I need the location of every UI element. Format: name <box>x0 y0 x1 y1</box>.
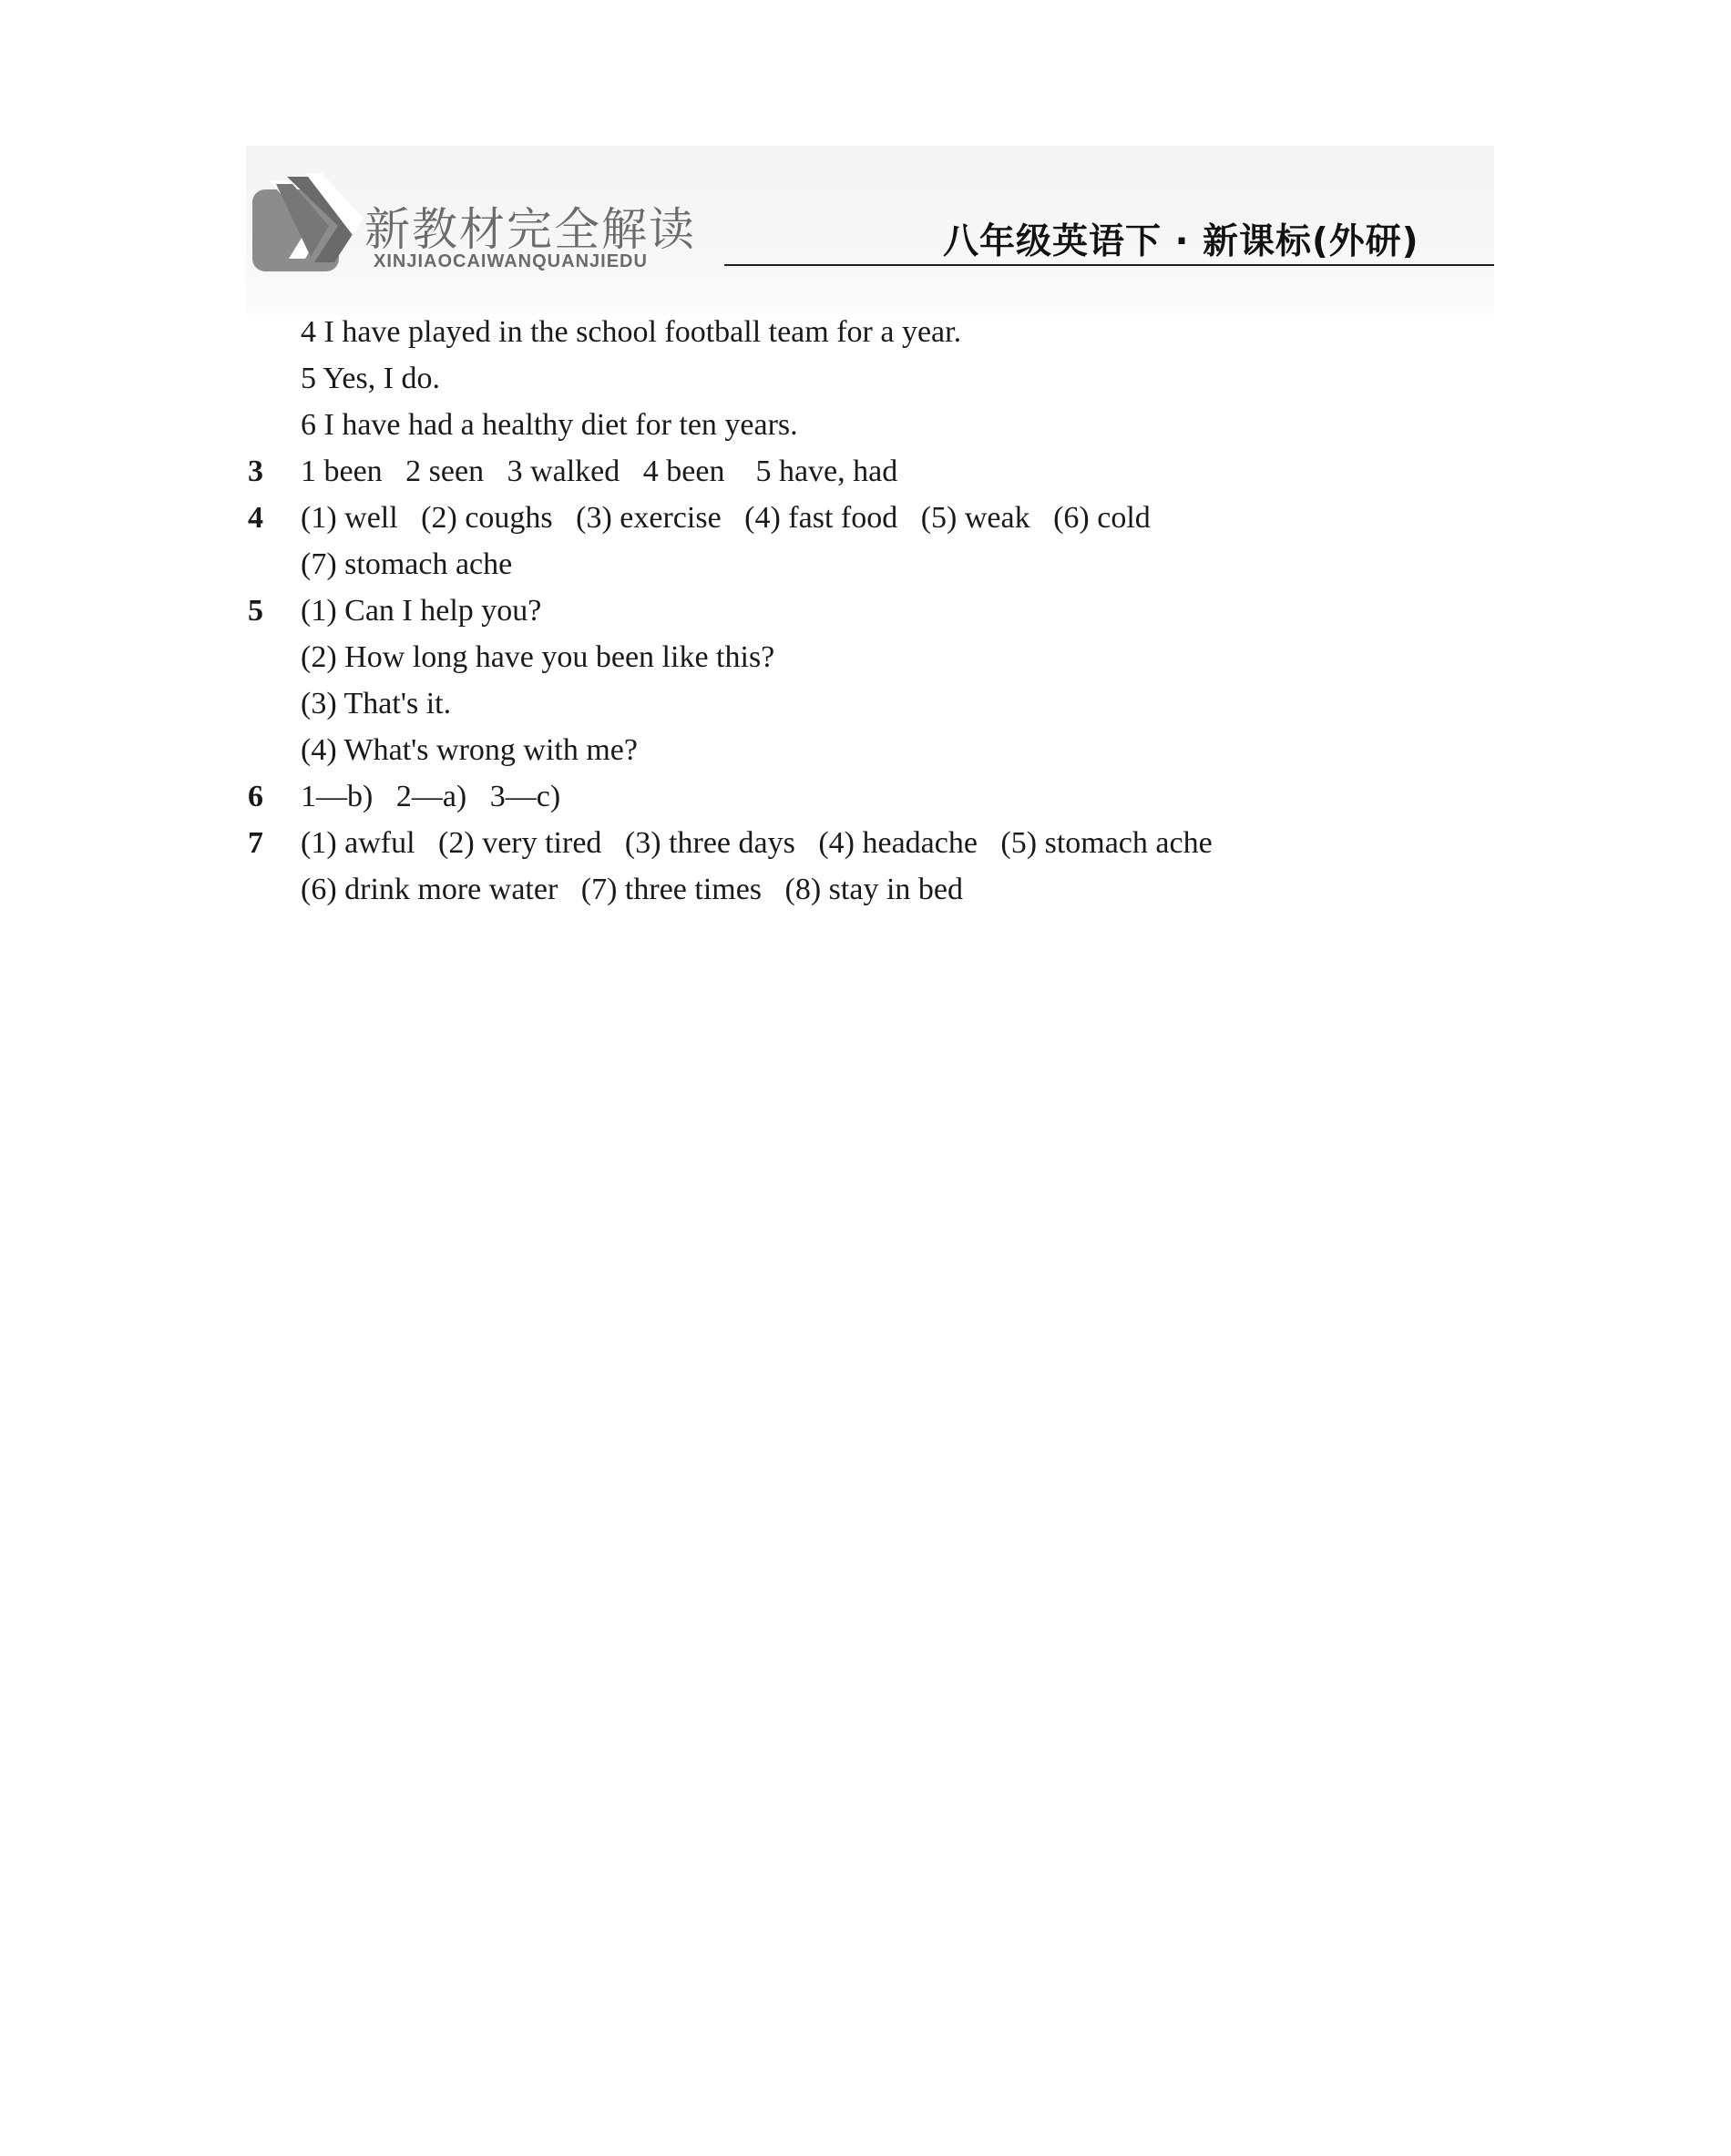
answer-line: 6 I have had a healthy diet for ten years. <box>301 408 798 442</box>
section-number: 4 <box>248 501 263 535</box>
brand-title: 新教材完全解读 <box>364 203 696 256</box>
section-number: 3 <box>248 455 263 488</box>
publisher-logo-icon <box>251 171 364 276</box>
answer-line: 1—b) 2—a) 3—c) <box>301 780 561 813</box>
answer-line: (1) Can I help you? <box>301 594 542 628</box>
section-number: 5 <box>248 594 263 628</box>
book-title: 八年级英语下 · 新课标(外研) <box>943 221 1419 262</box>
answer-line: (3) That's it. <box>301 687 452 720</box>
answer-line: 1 been 2 seen 3 walked 4 been 5 have, had <box>301 455 898 488</box>
answer-line: (1) well (2) coughs (3) exercise (4) fast food (5) weak (6) cold <box>301 501 1151 535</box>
answer-line: 4 I have played in the school football team for a year. <box>301 315 962 349</box>
answer-line: 5 Yes, I do. <box>301 362 441 395</box>
answer-line: (2) How long have you been like this? <box>301 640 775 674</box>
section-number: 7 <box>248 826 263 860</box>
header-rule <box>724 264 1494 266</box>
section-number: 6 <box>248 780 263 813</box>
answer-line: (4) What's wrong with me? <box>301 733 638 767</box>
answer-line: (7) stomach ache <box>301 547 513 581</box>
brand-subtitle: XINJIAOCAIWANQUANJIEDU <box>374 251 648 271</box>
answer-line: (1) awful (2) very tired (3) three days (4) headache (5) stomach ache <box>301 826 1213 860</box>
answer-line: (6) drink more water (7) three times (8) stay in bed <box>301 873 963 906</box>
